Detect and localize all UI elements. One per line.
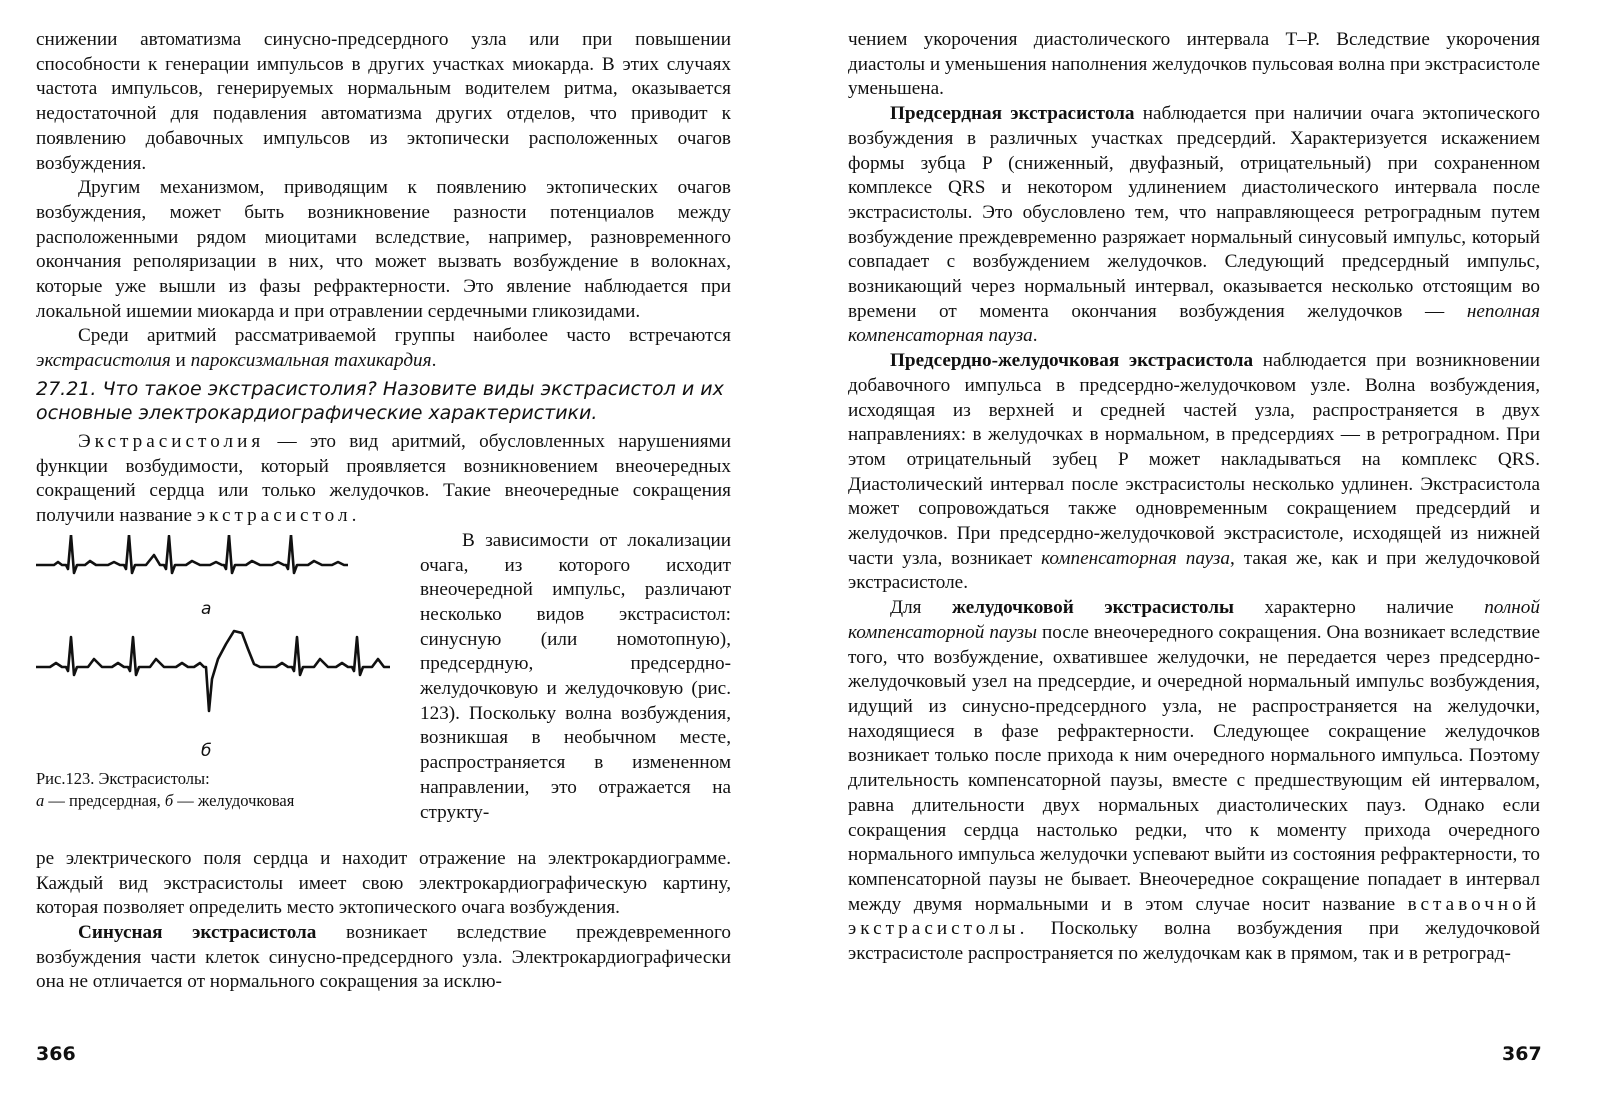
figure-caption xyxy=(36,768,294,812)
figure-block xyxy=(36,529,731,847)
ecg-trace-b xyxy=(36,629,401,739)
figure-side-text xyxy=(420,529,731,825)
paragraph: снижении автоматизма синусно-предсердного узла или при повышении способности к генерации импульсов в других участках миокарда. В этих случаях частота импульсов, генерируемых нормальным водителем ритма, оказывается недостаточной для подавления автоматизма других отделов, что приводит к появлению добавочных импульсов из эктопически расположенных очагов возбуждения. xyxy=(36,29,731,174)
ecg-trace-a xyxy=(36,535,401,595)
section-heading: 27.21. Что такое экстрасистолия? Назовите виды экстрасистол и их основные электрокардиографические характеристики. xyxy=(36,377,724,425)
term-atrial-extrasystole: Предсердная экстрасистола xyxy=(890,103,1135,125)
spaced-term: вставочной экстрасистолы xyxy=(848,893,1540,940)
caption-title: Рис.123. Экстрасистолы: xyxy=(36,768,210,788)
paragraph: чением укорочения диастолического интервала Т–Р. Вследствие укорочения диастолы и уменьшения наполнения желудочков пульсовая волна при экстрасистоле уменьшена. xyxy=(848,29,1540,100)
page-number-left: 366 xyxy=(36,1043,76,1065)
page-number-right: 367 xyxy=(1502,1043,1542,1065)
figure-label-a: а xyxy=(201,598,212,619)
term-sinus-extrasystole: Синусная экстрасистола xyxy=(78,921,317,943)
term-ventricular-extrasystole: желудочковой экстрасистолы xyxy=(952,597,1234,619)
term-compensatory-pause: компенсаторная пауза xyxy=(1041,547,1231,569)
spaced-term: Экстрасистолия xyxy=(78,431,265,453)
term-av-extrasystole: Предсердно-желудочковая экстрасистола xyxy=(890,350,1254,372)
term-full-pause: полной компенсаторной паузы xyxy=(848,597,1540,643)
term-extrasystolia: экстрасистолия xyxy=(36,350,171,372)
figure-123 xyxy=(36,529,401,847)
figure-label-b: б xyxy=(201,740,212,761)
paragraph: Среди аритмий рассматриваемой группы наиболее часто встречаются экстрасистолия и пароксизмальная тахикардия. xyxy=(36,325,731,372)
paragraph: В зависимости от локализации очага, из которого исходит внеочередной импульс, различают несколько видов экстрасистол: синусную (или номотопную), предсердную, предсердно-желудочковую и желудочковую (рис. 123). Поскольку волна возбуждения, возникшая в необычном месте, распространяется в измененном направлении, это отражается на структу- xyxy=(420,529,731,823)
term-incomplete-pause: неполная компенсаторная пауза xyxy=(848,300,1540,347)
left-page xyxy=(36,28,731,995)
paragraph: ре электрического поля сердца и находит отражение на электрокардиограмме. Каждый вид экстрасистолы имеет свою электрокардиографическую картину, которая позволяет определить место эктопического очага возбуждения. xyxy=(36,847,731,919)
paragraph: Для желудочковой экстрасистолы характерно наличие полной компенсаторной паузы после внеочередного сокращения. Она возникает вследствие того, что возбуждение, охватившее желудочки, не передается через предсердно-желудочковый узел на предсердие, и очередной нормальный импульс возбуждения, идущий из синусно-предсердного узла, не распространяется на желудочки, находящиеся в фазе рефрактерности. Следующее сокращение желудочков возникает только после прихода к ним очередного нормального импульса. Поэтому длительность компенсаторной паузы, вместе с предшествующим ей интервалом, равна длительности двух нормальных диастолических пауз. Однако если сокращения сердца настолько редки, что к моменту прихода очередного нормального импульса желудочки успевают выйти из состояния рефрактерности, то компенсаторной паузы не бывает. Внеочередное сокращение попадает в интервал между двумя нормальными и в этом случае носит название вставочной экстрасистолы. Поскольку волна возбуждения при желудочковой экстрасистоле распространяется по желудочкам как в прямом, так и в ретроград- xyxy=(848,597,1540,965)
spaced-term: экстрасистол xyxy=(196,505,352,527)
term-tachycardia: пароксизмальная тахикардия xyxy=(190,350,432,372)
paragraph: Экстрасистолия — это вид аритмий, обусловленных нарушениями функции возбудимости, который проявляется возникновением внеочередных сокращений сердца или только желудочков. Такие внеочередные сокращения получили название экстрасистол. xyxy=(36,431,731,527)
paragraph: Другим механизмом, приводящим к появлению эктопических очагов возбуждения, может быть возникновение разности потенциалов между расположенными рядом миоцитами вследствие, например, разновременного окончания реполяризации в них, что может вызвать возбуждение в волокнах, которые уже вышли из фазы рефрактерности. Это явление наблюдается при локальной ишемии миокарда и при отравлении сердечными гликозидами. xyxy=(36,177,731,322)
caption-legend: а — предсердная, б — желудочковая xyxy=(36,790,295,810)
right-page xyxy=(848,28,1540,967)
paragraph: Предсердно-желудочковая экстрасистола наблюдается при возникновении добавочного импульса в предсердно-желудочковом узле. Волна возбуждения, исходящая из верхней и средней частей узла, распространяется в двух направлениях: в желудочках в нормальном, в предсердиях — в ретроградном. При этом отрицательный зубец P может накладываться на комплекс QRS. Диастолический интервал после экстрасистолы несколько удлинен. Экстрасистола может сопровождаться также одновременным сокращением предсердий и желудочков. При предсердно-желудочковой экстрасистоле, исходящей из нижней части узла, возникает компенсаторная пауза, такая же, как и при желудочковой экстрасистоле. xyxy=(848,350,1541,594)
paragraph: Предсердная экстрасистола наблюдается при наличии очага эктопического возбуждения в различных участках предсердий. Характеризуется искажением формы зубца P (сниженный, двуфазный, отрицательный) при сохраненном комплексе QRS и некотором удлинением диастолического интервала после экстрасистолы. Это обусловлено тем, что направляющееся ретроградным путем возбуждение преждевременно разряжает нормальный синусовый импульс, который совпадает с возбуждением желудочков. Следующий предсердный импульс, возникающий через нормальный интервал, оказывается несколько отстоящим во времени от момента окончания возбуждения желудочков — неполная компенсаторная пауза. xyxy=(848,103,1540,347)
paragraph: Синусная экстрасистола возникает вследствие преждевременного возбуждения части клеток синусно-предсердного узла. Электрокардиографически она не отличается от нормального сокращения за исклю- xyxy=(36,921,731,993)
